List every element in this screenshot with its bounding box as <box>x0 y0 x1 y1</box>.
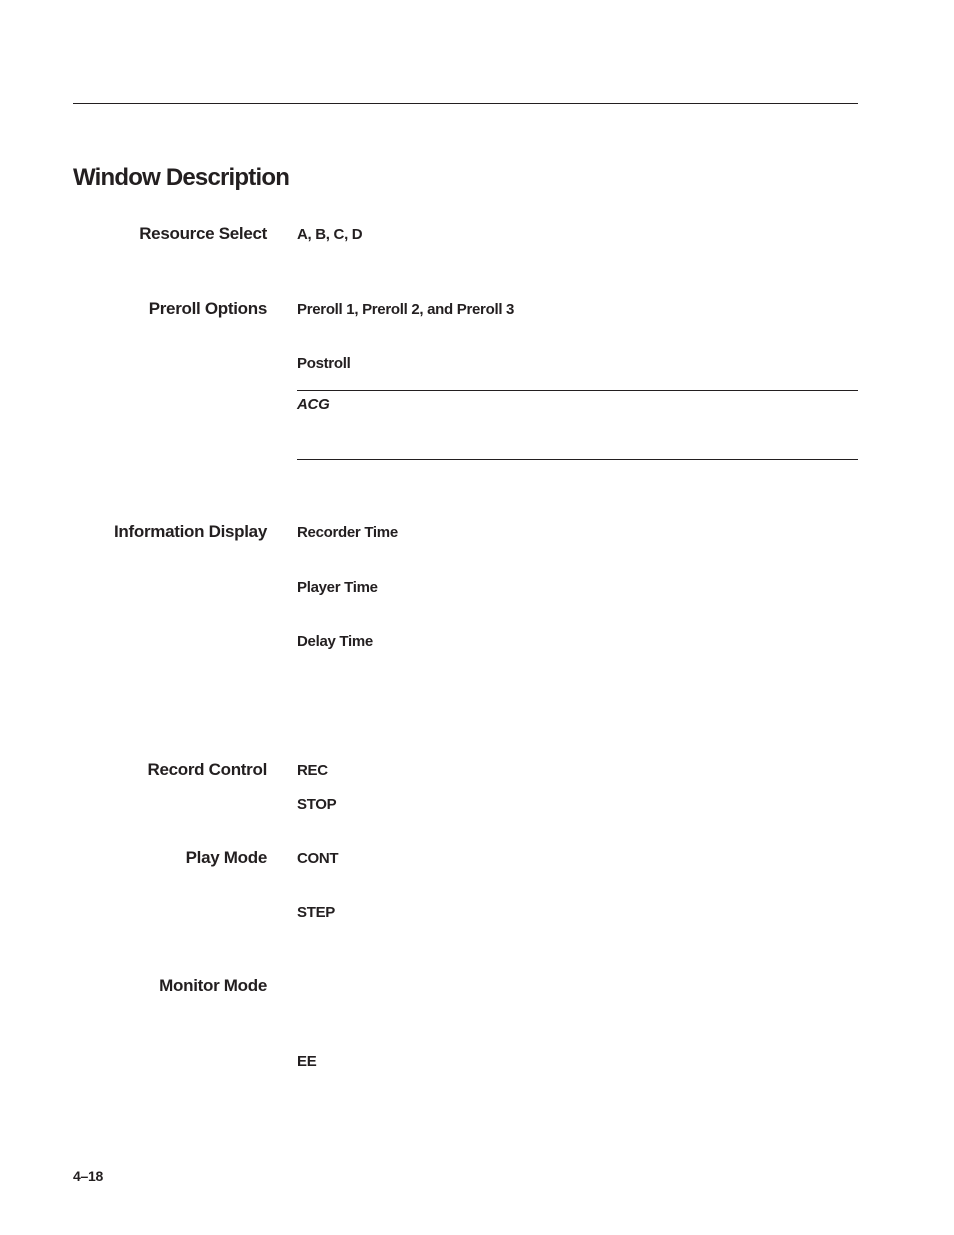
term-cont: CONT <box>297 850 339 867</box>
note-bottom-rule <box>297 459 858 460</box>
term-rec: REC <box>297 762 328 779</box>
section-label-resource-select: Resource Select <box>139 224 267 243</box>
section-label-monitor-mode: Monitor Mode <box>159 976 267 995</box>
term-step: STEP <box>297 904 335 921</box>
section-label-information-display: Information Display <box>114 522 267 541</box>
header-rule <box>73 103 858 104</box>
note-top-rule <box>297 390 858 391</box>
term-stop: STOP <box>297 796 337 813</box>
section-label-record-control: Record Control <box>147 760 267 779</box>
term-ee: EE <box>297 1053 317 1070</box>
page-title: Window Description <box>73 164 290 191</box>
term-player-time: Player Time <box>297 579 378 596</box>
page-number: 4–18 <box>73 1168 103 1184</box>
term-delay-time: Delay Time <box>297 633 373 650</box>
section-label-play-mode: Play Mode <box>185 848 267 867</box>
term-recorder-time: Recorder Time <box>297 524 398 541</box>
note-acg: ACG <box>297 396 330 413</box>
term-resource-letters: A, B, C, D <box>297 226 363 243</box>
term-postroll: Postroll <box>297 355 351 372</box>
term-preroll: Preroll 1, Preroll 2, and Preroll 3 <box>297 301 515 318</box>
section-label-preroll-options: Preroll Options <box>148 299 267 318</box>
